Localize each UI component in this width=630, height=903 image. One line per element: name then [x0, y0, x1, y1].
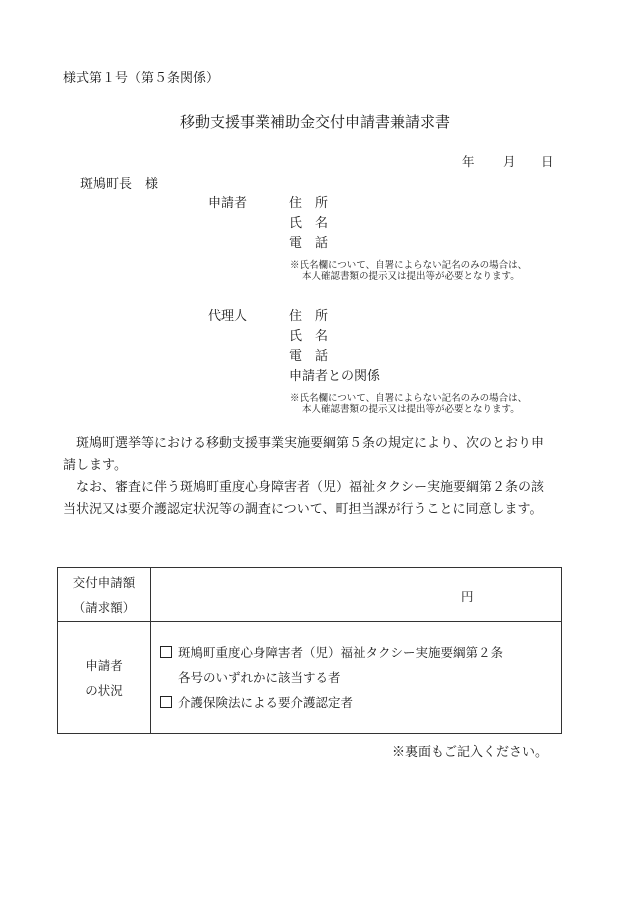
- agent-relation-label: 申請者との関係: [289, 369, 381, 384]
- yen-unit: 円: [461, 589, 474, 604]
- addressee: 斑鳩町長 様: [80, 177, 159, 192]
- application-table: [57, 567, 562, 734]
- date-year-label: 年: [462, 154, 475, 169]
- status-label-cell: [58, 622, 151, 734]
- agent-note-line1: ※氏名欄について、自署によらない記名のみの場合は、: [290, 393, 528, 404]
- applicant-phone-label: 電 話: [289, 236, 329, 251]
- applicant-name-label: 氏 名: [289, 216, 329, 231]
- option-1-line2: 各号のいずれかに該当する者: [178, 670, 341, 685]
- option-1-checkbox[interactable]: [160, 646, 172, 658]
- amount-input-cell[interactable]: [151, 568, 562, 622]
- document-title: 移動支援事業補助金交付申請書兼請求書: [179, 113, 450, 131]
- amount-label-line2: （請求額）: [72, 599, 136, 615]
- consent-paragraph-1: 斑鳩町選挙等における移動支援事業実施要綱第５条の規定により、次のとおり申請します。: [63, 436, 545, 473]
- agent-phone-label: 電 話: [289, 349, 329, 364]
- applicant-note-line2: 本人確認書類の提示又は提出等が必要となります。: [302, 271, 520, 282]
- amount-label-cell: [58, 568, 151, 622]
- form-number: 様式第１号（第５条関係）: [63, 71, 220, 86]
- consent-paragraph-2: なお、審査に伴う斑鳩町重度心身障害者（児）福祉タクシー実施要綱第２条の該当状況又は要介護認定状況等の調査について、町担当課が行うことに同意します。: [63, 480, 545, 517]
- date-month-label: 月: [503, 154, 516, 169]
- option-2-row[interactable]: [160, 690, 561, 715]
- status-options-cell: [151, 622, 562, 734]
- agent-name-label: 氏 名: [289, 329, 329, 344]
- footer-note: ※裏面もご記入ください。: [392, 745, 549, 760]
- applicant-address-label: 住 所: [289, 196, 329, 211]
- option-2-label: 介護保険法による要介護認定者: [178, 695, 354, 710]
- applicant-role-label: 申請者: [208, 196, 248, 211]
- amount-label-line1: 交付申請額: [72, 574, 136, 590]
- option-2-checkbox[interactable]: [160, 696, 172, 708]
- applicant-note-line1: ※氏名欄について、自署によらない記名のみの場合は、: [290, 260, 528, 271]
- agent-note-line2: 本人確認書類の提示又は提出等が必要となります。: [302, 404, 520, 415]
- status-label-line2: の状況: [85, 682, 123, 698]
- option-1-line1: 斑鳩町重度心身障害者（児）福祉タクシー実施要綱第２条: [178, 645, 504, 660]
- option-1-row[interactable]: [160, 640, 561, 665]
- agent-address-label: 住 所: [289, 309, 329, 324]
- status-label-line1: 申請者: [85, 657, 123, 673]
- date-day-label: 日: [541, 154, 554, 169]
- agent-role-label: 代理人: [208, 309, 248, 324]
